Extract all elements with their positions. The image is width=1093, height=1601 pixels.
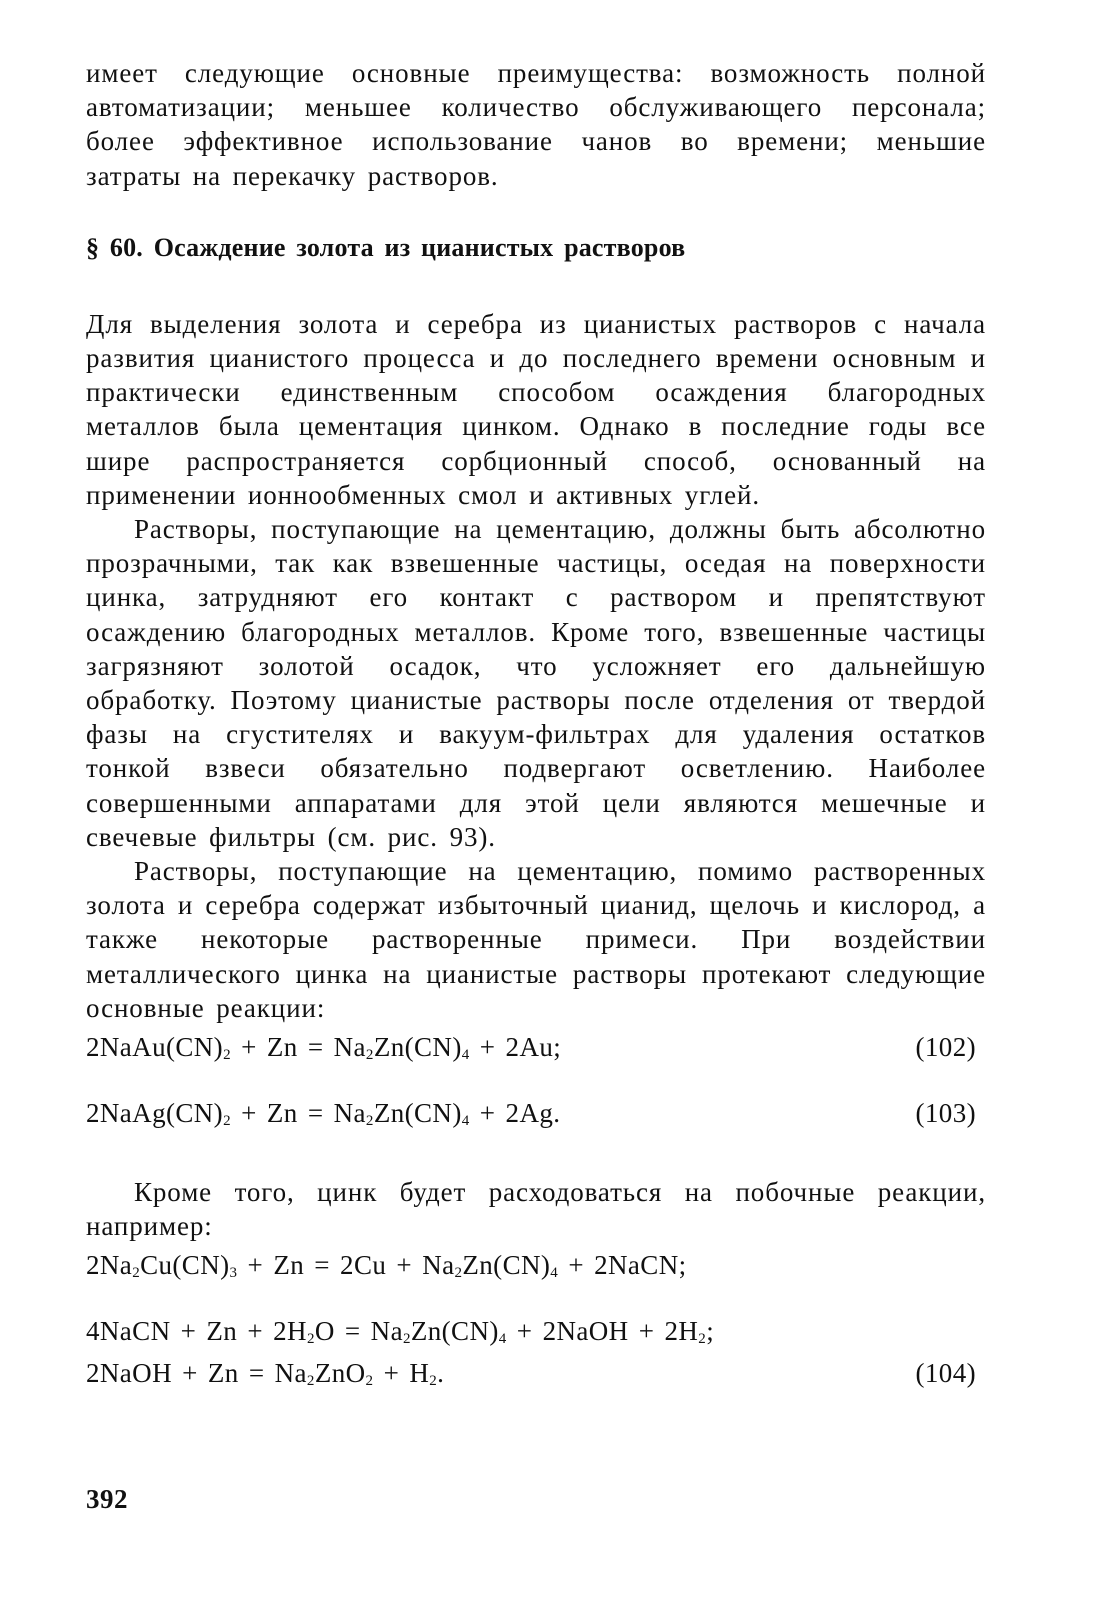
equation-cu-formula: $2Na_2Cu(CN)_3 + Zn = 2Cu + Na_2Zn(CN)_4$ + 2NaCN; bbox=[86, 1250, 687, 1282]
equation-103-number: (103) bbox=[915, 1098, 976, 1129]
equation-103-formula: $2NaAg(CN)_2 + Zn = Na_2Zn(CN)_4 + 2Ag$. bbox=[86, 1098, 561, 1130]
paragraph-sorption: Для выделения золота и серебра из цианистых растворов с начала развития цианистого процесса и до последнего времени основным и практически единственным способом осаждения благородных металлов была цементация цинком. Однако в последние годы все шире распространяется сорбционный способ, основанный на применении ионнообменных смол и активных углей. bbox=[86, 308, 986, 510]
equation-102-number: (102) bbox=[915, 1032, 976, 1063]
equation-104-number: (104) bbox=[915, 1358, 976, 1389]
paragraph-clarification: Растворы, поступающие на цементацию, должны быть абсолютно прозрачными, так как взвешенные частицы, оседая на поверхности цинка, затрудняют его контакт с раствором и препятствуют осаждению благородных металлов. Кроме того, взвешенные частицы загрязняют золотой осадок, что усложняет его дальнейшую обработку. Поэтому цианистые растворы после отделения от твердой фазы на сгустителях и вакуум-фильтрах для удаления остатков тонкой взвеси обязательно подвергают осветлению. Наиболее совершенными аппаратами для этой цели являются мешечные и свечевые фильтры (см. рис. 93). bbox=[86, 514, 986, 852]
equation-cu bbox=[86, 1247, 986, 1283]
equation-102 bbox=[86, 1029, 986, 1065]
equation-103 bbox=[86, 1095, 986, 1131]
equation-102-formula: $2NaAu(CN)_2 + Zn = Na_2Zn(CN)_4 + 2Au$; bbox=[86, 1032, 562, 1064]
page-number: 392 bbox=[86, 1484, 128, 1514]
equation-nacn bbox=[86, 1313, 986, 1349]
section-heading: § 60. Осаждение золота из цианистых растворов bbox=[86, 232, 686, 262]
page-content bbox=[86, 56, 986, 1391]
intro-paragraph: имеет следующие основные преимущества: возможность полной автоматизации; меньшее количество обслуживающего персонала; более эффективное использование чанов во времени; меньшие затраты на перекачку растворов. bbox=[86, 58, 986, 191]
equation-naoh-formula: 2NaOH + $Zn = Na_2ZnO_2 + H_2$. bbox=[86, 1358, 445, 1390]
paragraph-side-reactions: Кроме того, цинк будет расходоваться на побочные реакции, например: bbox=[86, 1177, 986, 1242]
equation-104 bbox=[86, 1355, 986, 1391]
paragraph-reactions-intro: Растворы, поступающие на цементацию, помимо растворенных золота и серебра содержат избыточный цианид, щелочь и кислород, а также некоторые растворенные примеси. При воздействии металлического цинка на цианистые растворы протекают следующие основные реакции: bbox=[86, 856, 986, 1023]
equation-nacn-formula: 4NaCN + $Zn + 2H_2O = Na_2Zn(CN)_4$ + 2NaOH + $2H_2$; bbox=[86, 1316, 715, 1348]
